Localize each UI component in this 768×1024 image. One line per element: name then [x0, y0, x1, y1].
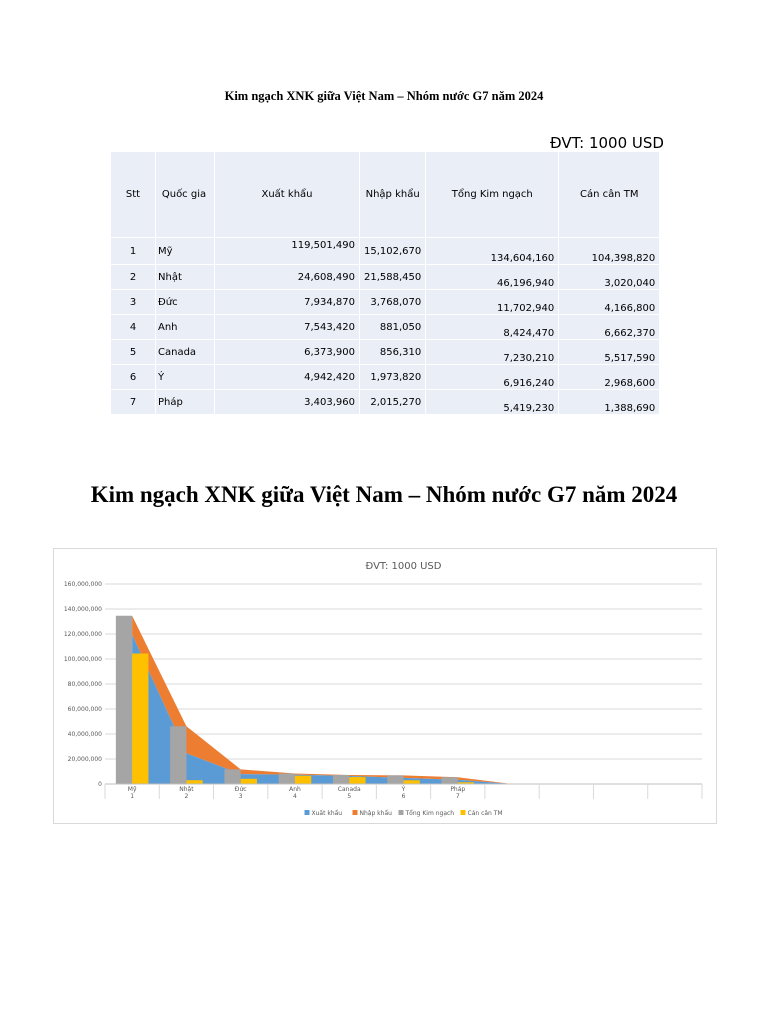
x-tick-number: 6: [401, 793, 406, 800]
cell-stt: 6: [111, 365, 155, 389]
bar-total: [224, 769, 240, 784]
cell-country: Mỹ: [156, 238, 214, 264]
cell-export: 7,543,420: [215, 315, 359, 339]
legend-swatch: [353, 810, 358, 815]
chart-heading: Kim ngạch XNK giữa Việt Nam – Nhóm nước G7 năm 2024: [90, 482, 678, 507]
y-tick-label: 40,000,000: [67, 731, 102, 738]
cell-country: Ý: [156, 365, 214, 389]
header-import: Nhập khẩu: [360, 152, 425, 237]
header-balance: Cán cân TM: [559, 152, 659, 237]
y-tick-label: 60,000,000: [67, 706, 102, 713]
x-tick-label: Đức: [234, 786, 247, 793]
table-row: [111, 365, 659, 389]
x-tick-label: Pháp: [450, 786, 466, 793]
cell-stt: 5: [111, 340, 155, 364]
cell-total: 11,702,940: [426, 290, 558, 314]
cell-total: 134,604,160: [426, 238, 558, 264]
bar-total: [116, 616, 132, 784]
cell-balance: 4,166,800: [559, 290, 659, 314]
y-tick-label: 100,000,000: [63, 656, 102, 663]
header-country: Quốc gia: [156, 152, 214, 237]
cell-export: 119,501,490: [215, 238, 359, 264]
x-tick-label: Nhật: [179, 786, 194, 793]
chart-svg: [54, 549, 716, 823]
cell-country: Nhật: [156, 265, 214, 289]
bar-balance: [186, 780, 202, 784]
legend-swatch: [399, 810, 404, 815]
chart-title: ĐVT: 1000 USD: [365, 561, 442, 572]
cell-import: 1,973,820: [360, 365, 425, 389]
bar-total: [333, 775, 349, 784]
legend-label: Tổng Kim ngạch: [405, 810, 455, 817]
cell-balance: 6,662,370: [559, 315, 659, 339]
table-title: Kim ngạch XNK giữa Việt Nam – Nhóm nước G7 năm 2024: [224, 89, 544, 103]
header-export: Xuất khẩu: [215, 152, 359, 237]
trade-table: [110, 151, 660, 415]
cell-country: Canada: [156, 340, 214, 364]
cell-total: 7,230,210: [426, 340, 558, 364]
cell-total: 46,196,940: [426, 265, 558, 289]
cell-balance: 104,398,820: [559, 238, 659, 264]
unit-label: ĐVT: 1000 USD: [550, 134, 664, 152]
trade-chart: [53, 548, 717, 824]
header-stt: Stt: [111, 152, 155, 237]
table-row: [111, 390, 659, 414]
bar-total: [170, 726, 186, 784]
y-tick-label: 20,000,000: [67, 756, 102, 763]
cell-export: 6,373,900: [215, 340, 359, 364]
x-tick-number: 2: [184, 793, 189, 800]
cell-import: 2,015,270: [360, 390, 425, 414]
legend-label: Cán cân TM: [467, 810, 503, 817]
cell-export: 24,608,490: [215, 265, 359, 289]
table-row: [111, 238, 659, 264]
x-tick-number: 4: [293, 793, 297, 800]
cell-balance: 2,968,600: [559, 365, 659, 389]
bar-balance: [132, 654, 148, 784]
table-row: [111, 290, 659, 314]
y-tick-label: 160,000,000: [63, 581, 102, 588]
y-tick-label: 80,000,000: [67, 681, 102, 688]
cell-import: 881,050: [360, 315, 425, 339]
x-tick-number: 5: [347, 793, 352, 800]
table-row: [111, 315, 659, 339]
bar-total: [441, 777, 457, 784]
bar-balance: [295, 776, 311, 784]
legend-label: Xuất khẩu: [311, 810, 343, 817]
cell-country: Đức: [156, 290, 214, 314]
bar-total: [279, 773, 295, 784]
y-tick-label: 140,000,000: [63, 606, 102, 613]
table-row: [111, 340, 659, 364]
legend-swatch: [305, 810, 310, 815]
cell-stt: 2: [111, 265, 155, 289]
cell-country: Pháp: [156, 390, 214, 414]
x-tick-number: 7: [455, 793, 460, 800]
bar-total: [387, 775, 403, 784]
cell-import: 856,310: [360, 340, 425, 364]
header-total: Tổng Kim ngạch: [426, 152, 558, 237]
x-tick-label: Ý: [401, 786, 406, 793]
legend-label: Nhập khẩu: [359, 810, 392, 817]
cell-export: 4,942,420: [215, 365, 359, 389]
cell-country: Anh: [156, 315, 214, 339]
x-tick-label: Mỹ: [127, 786, 137, 793]
cell-stt: 4: [111, 315, 155, 339]
cell-import: 15,102,670: [360, 238, 425, 264]
x-tick-number: 3: [238, 793, 243, 800]
bar-balance: [404, 780, 420, 784]
cell-balance: 5,517,590: [559, 340, 659, 364]
bar-balance: [349, 777, 365, 784]
cell-total: 6,916,240: [426, 365, 558, 389]
bar-balance: [241, 779, 257, 784]
table-header-row: [111, 152, 659, 237]
cell-total: 8,424,470: [426, 315, 558, 339]
cell-stt: 3: [111, 290, 155, 314]
cell-stt: 7: [111, 390, 155, 414]
cell-export: 3,403,960: [215, 390, 359, 414]
cell-import: 3,768,070: [360, 290, 425, 314]
cell-balance: 1,388,690: [559, 390, 659, 414]
legend-swatch: [461, 810, 466, 815]
y-tick-label: 120,000,000: [63, 631, 102, 638]
x-tick-label: Anh: [289, 786, 301, 793]
cell-stt: 1: [111, 238, 155, 264]
table-row: [111, 265, 659, 289]
x-tick-number: 1: [130, 793, 135, 800]
cell-export: 7,934,870: [215, 290, 359, 314]
x-tick-label: Canada: [337, 786, 361, 793]
cell-total: 5,419,230: [426, 390, 558, 414]
cell-balance: 3,020,040: [559, 265, 659, 289]
cell-import: 21,588,450: [360, 265, 425, 289]
y-tick-label: 0: [98, 781, 102, 788]
